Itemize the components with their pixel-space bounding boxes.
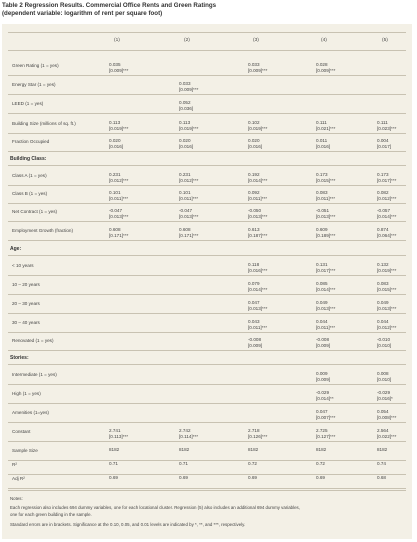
row-divider <box>8 441 406 442</box>
standard-error: [0.010] <box>377 343 392 348</box>
coefficient: 0.608 <box>179 227 191 232</box>
table-cell <box>377 227 396 239</box>
coefficient: 0.101 <box>179 190 191 195</box>
row-label: High (1 = yes) <box>12 391 41 396</box>
coefficient: 0.231 <box>179 172 191 177</box>
coefficient: 0.132 <box>377 262 389 267</box>
coefficient: 8182 <box>109 447 120 452</box>
table-cell <box>109 475 118 481</box>
row-label: R² <box>12 462 17 467</box>
row-label: Net Contract (1 = yes) <box>12 209 58 214</box>
table-cell <box>248 208 267 220</box>
coefficient: 0.092 <box>248 190 260 195</box>
standard-error: [0.017]*** <box>316 268 336 273</box>
coefficient: 0.085 <box>316 281 328 286</box>
section-divider <box>8 165 406 166</box>
standard-error: [0.014]*** <box>316 287 336 292</box>
coefficient: 0.020 <box>179 138 191 143</box>
coefficient: -0.029 <box>377 390 391 395</box>
coefficient: 0.079 <box>248 281 260 286</box>
coefficient: 2.564 <box>377 428 389 433</box>
coefficient: 2.725 <box>316 428 328 433</box>
row-divider <box>8 203 406 204</box>
standard-error: [0.014]*** <box>248 287 268 292</box>
standard-error: [0.009]*** <box>316 68 336 73</box>
table-cell <box>316 227 335 239</box>
row-divider <box>8 275 406 276</box>
table-cell <box>179 227 198 239</box>
section-heading: Stories: <box>10 355 29 361</box>
coefficient: 8182 <box>377 447 388 452</box>
coefficient: 0.020 <box>248 138 260 143</box>
standard-error: [0.016]*** <box>248 268 268 273</box>
row-divider <box>8 384 406 385</box>
table-cell <box>179 208 198 220</box>
table-cell <box>316 262 335 274</box>
coefficient: 0.047 <box>316 409 328 414</box>
standard-error: [0.016]* <box>377 396 393 401</box>
standard-error: [0.012]*** <box>377 196 397 201</box>
standard-error: [0.017]*** <box>377 178 397 183</box>
table-cell <box>316 172 335 184</box>
row-divider <box>8 403 406 404</box>
section-divider <box>8 364 406 365</box>
table-cell <box>248 300 267 312</box>
row-divider <box>8 75 406 76</box>
table-cell <box>377 300 396 312</box>
standard-error: [0.012]*** <box>377 325 397 330</box>
standard-error: [0.009]*** <box>109 68 129 73</box>
table-cell <box>377 172 396 184</box>
standard-error: [0.013]*** <box>377 306 397 311</box>
table-cell <box>248 319 267 331</box>
coefficient: 0.028 <box>316 62 328 67</box>
section-heading: Building Class: <box>10 156 47 162</box>
standard-error: [0.011]*** <box>248 325 268 330</box>
coefficient: -0.029 <box>316 390 330 395</box>
table-cell <box>248 120 267 132</box>
table-cell <box>109 138 123 150</box>
table-cell <box>248 475 257 481</box>
row-label: 30 – 40 years <box>12 320 40 325</box>
column-header-3: (3) <box>253 38 259 43</box>
table-cell <box>109 461 118 467</box>
table-cell <box>377 428 396 440</box>
coefficient: 0.044 <box>377 319 389 324</box>
row-divider <box>8 488 406 489</box>
row-divider <box>8 94 406 95</box>
coefficient: 0.608 <box>109 227 121 232</box>
coefficient: 0.113 <box>179 120 191 125</box>
row-label: 10 – 20 years <box>12 282 40 287</box>
regression-table <box>2 24 412 539</box>
table-cell <box>377 461 386 467</box>
table-cell <box>316 300 335 312</box>
coefficient: 8182 <box>316 447 327 452</box>
table-cell <box>316 337 330 349</box>
standard-error: [0.013]*** <box>109 214 129 219</box>
table-cell <box>377 337 391 349</box>
coefficient: 0.054 <box>377 409 389 414</box>
table-cell <box>248 281 267 293</box>
row-label: Amenities (1=yes) <box>12 410 49 415</box>
coefficient: 0.047 <box>248 300 260 305</box>
row-label: Sample Size <box>12 448 38 453</box>
standard-error: [0.009]*** <box>179 87 199 92</box>
standard-error: [0.014]** <box>316 396 334 401</box>
coefficient: 0.083 <box>377 281 389 286</box>
table-cell <box>248 461 257 467</box>
standard-error: [0.011]*** <box>316 196 336 201</box>
standard-error: [0.013]*** <box>179 214 199 219</box>
table-cell <box>179 138 193 150</box>
row-divider <box>8 460 406 461</box>
coefficient: 0.69 <box>109 475 118 480</box>
table-cell <box>109 227 128 239</box>
coefficient: 0.049 <box>316 300 328 305</box>
table-cell <box>316 371 330 383</box>
table-cell <box>179 81 198 93</box>
row-label: Energy Star (1 = yes) <box>12 82 56 87</box>
standard-error: [0.012]*** <box>109 178 129 183</box>
table-cell <box>248 138 262 150</box>
table-title-line2: (dependent variable: logarithm of rent per square foot) <box>2 10 163 17</box>
row-label: Intermediate (1 = yes) <box>12 372 57 377</box>
coefficient: 0.173 <box>377 172 389 177</box>
row-divider <box>8 350 406 351</box>
coefficient: 0.111 <box>316 120 327 125</box>
table-title <box>2 2 412 18</box>
table-cell <box>316 120 335 132</box>
table-cell <box>179 447 189 453</box>
coefficient: 0.192 <box>248 172 260 177</box>
standard-error: [0.015]*** <box>316 178 336 183</box>
note-line-3: Standard errors are in brackets. Significance at the 0.10, 0.05, and 0.01 levels are indicated by *, **, and ***, respectively. <box>10 522 246 527</box>
standard-error: [0.011]*** <box>109 196 129 201</box>
row-label: Class B (1 = yes) <box>12 191 48 196</box>
coefficient: 0.004 <box>377 138 389 143</box>
row-divider <box>8 422 406 423</box>
coefficient: 8182 <box>179 447 190 452</box>
row-label: < 10 years <box>12 263 34 268</box>
coefficient: 0.033 <box>179 81 191 86</box>
table-cell <box>316 475 325 481</box>
row-label: Building Size (millions of sq. ft.) <box>12 121 76 126</box>
coefficient: 0.101 <box>109 190 121 195</box>
notes-title: Notes: <box>10 496 23 501</box>
standard-error: [0.016] <box>109 144 124 149</box>
coefficient: 8182 <box>248 447 259 452</box>
section-divider <box>8 255 406 256</box>
table-cell <box>316 281 335 293</box>
table-cell <box>377 138 391 150</box>
coefficient: 0.020 <box>109 138 121 143</box>
table-cell <box>179 461 188 467</box>
coefficient: 0.71 <box>109 461 118 466</box>
table-cell <box>316 62 335 74</box>
standard-error: [0.127]*** <box>316 434 336 439</box>
standard-error: [0.113]*** <box>109 434 129 439</box>
standard-error: [0.171]*** <box>179 233 199 238</box>
coefficient: -0.047 <box>109 208 123 213</box>
coefficient: 0.083 <box>316 190 328 195</box>
coefficient: 0.72 <box>248 461 257 466</box>
row-divider <box>8 221 406 222</box>
table-title-line1: Table 2 Regression Results. Commercial Office Rents and Green Ratings <box>2 2 217 9</box>
standard-error: [0.022]*** <box>377 434 397 439</box>
coefficient: -0.008 <box>316 337 330 342</box>
coefficient: 0.113 <box>109 120 121 125</box>
coefficient: 0.043 <box>248 319 260 324</box>
table-cell <box>316 390 334 402</box>
coefficient: 0.609 <box>316 227 328 232</box>
row-divider <box>8 240 406 241</box>
row-label: Adj R² <box>12 476 25 481</box>
table-cell <box>179 475 188 481</box>
standard-error: [0.021]*** <box>316 126 336 131</box>
row-label: Constant <box>12 429 31 434</box>
table-rule <box>8 32 406 33</box>
table-cell <box>179 172 198 184</box>
table-cell <box>109 190 128 202</box>
row-label: Renovated (1 = yes) <box>12 338 54 343</box>
coefficient: 2.718 <box>248 428 260 433</box>
table-rule <box>8 490 406 491</box>
section-heading: Age: <box>10 246 22 252</box>
standard-error: [0.014]*** <box>248 178 268 183</box>
coefficient: -0.047 <box>179 208 193 213</box>
coefficient: 0.69 <box>179 475 188 480</box>
row-label: Green Rating (1 = yes) <box>12 63 59 68</box>
note-line-2: one for each green building in the sample. <box>10 512 92 517</box>
table-cell <box>377 409 396 421</box>
standard-error: [0.064]*** <box>377 233 397 238</box>
standard-error: [0.017] <box>377 144 392 149</box>
table-cell <box>248 172 267 184</box>
coefficient: 0.68 <box>377 475 386 480</box>
coefficient: 0.613 <box>248 227 260 232</box>
standard-error: [0.023]*** <box>377 126 397 131</box>
standard-error: [0.016] <box>179 144 194 149</box>
standard-error: [0.014]*** <box>377 214 397 219</box>
table-cell <box>377 208 396 220</box>
coefficient: 0.044 <box>316 319 328 324</box>
standard-error: [0.011]*** <box>179 196 199 201</box>
coefficient: 2.741 <box>109 428 121 433</box>
standard-error: [0.009] <box>248 343 263 348</box>
standard-error: [0.009]*** <box>248 68 268 73</box>
row-divider <box>8 151 406 152</box>
standard-error: [0.019]*** <box>377 268 397 273</box>
standard-error: [0.009] <box>316 343 331 348</box>
row-label: 20 – 30 years <box>12 301 40 306</box>
standard-error: [0.013]*** <box>316 214 336 219</box>
table-cell <box>377 371 391 383</box>
coefficient: 0.052 <box>179 100 191 105</box>
table-cell <box>377 120 396 132</box>
table-cell <box>377 319 396 331</box>
table-cell <box>179 100 193 112</box>
table-cell <box>316 428 335 440</box>
coefficient: 0.69 <box>248 475 257 480</box>
coefficient: -0.057 <box>377 208 391 213</box>
table-cell <box>248 428 267 440</box>
table-cell <box>377 281 396 293</box>
standard-error: [0.036] <box>179 106 194 111</box>
table-cell <box>377 262 396 274</box>
row-divider <box>8 313 406 314</box>
standard-error: [0.016] <box>248 144 263 149</box>
coefficient: 0.111 <box>377 120 388 125</box>
standard-error: [0.011]*** <box>316 325 336 330</box>
coefficient: -0.051 <box>316 208 330 213</box>
standard-error: [0.010] <box>377 377 392 382</box>
standard-error: [0.114]*** <box>179 434 199 439</box>
coefficient: 0.118 <box>248 262 260 267</box>
table-cell <box>377 447 387 453</box>
coefficient: 0.231 <box>109 172 121 177</box>
table-cell <box>377 390 393 402</box>
table-cell <box>179 120 198 132</box>
coefficient: 0.874 <box>377 227 389 232</box>
table-cell <box>109 428 128 440</box>
row-divider <box>8 133 406 134</box>
standard-error: [0.126]*** <box>248 434 268 439</box>
column-header-2: (2) <box>184 38 190 43</box>
note-line-1: Each regression also includes 694 dummy variables, one for each locational cluster. Regression (5) also includes an additional 694 dummy variables, <box>10 505 300 510</box>
table-cell <box>248 262 267 274</box>
table-rule <box>8 50 406 51</box>
coefficient: 0.131 <box>316 262 328 267</box>
standard-error: [0.008]*** <box>377 415 397 420</box>
table-cell <box>109 120 128 132</box>
table-cell <box>316 208 335 220</box>
table-cell <box>248 190 267 202</box>
table-cell <box>109 208 128 220</box>
coefficient: 0.74 <box>377 461 386 466</box>
row-label: LEED (1 = yes) <box>12 101 44 106</box>
table-cell <box>316 319 335 331</box>
standard-error: [0.013]*** <box>248 214 268 219</box>
coefficient: 0.082 <box>377 190 389 195</box>
row-label: Fraction Occupied <box>12 139 50 144</box>
table-cell <box>377 475 386 481</box>
coefficient: 0.033 <box>248 62 260 67</box>
coefficient: 0.008 <box>377 371 389 376</box>
coefficient: -0.008 <box>248 337 262 342</box>
row-divider <box>8 294 406 295</box>
standard-error: [0.013]*** <box>316 306 336 311</box>
table-cell <box>179 190 198 202</box>
row-divider <box>8 474 406 475</box>
coefficient: 0.011 <box>316 138 328 143</box>
table-cell <box>248 447 258 453</box>
table-cell <box>316 461 325 467</box>
standard-error: [0.019]*** <box>248 126 268 131</box>
standard-error: [0.009] <box>316 377 331 382</box>
standard-error: [0.016] <box>316 144 331 149</box>
table-cell <box>316 190 335 202</box>
standard-error: [0.015]*** <box>377 287 397 292</box>
standard-error: [0.011]*** <box>248 196 268 201</box>
row-divider <box>8 113 406 114</box>
table-cell <box>377 190 396 202</box>
coefficient: 0.71 <box>179 461 188 466</box>
table-cell <box>316 409 335 421</box>
standard-error: [0.189]*** <box>316 233 336 238</box>
standard-error: [0.007]*** <box>316 415 336 420</box>
coefficient: 0.102 <box>248 120 260 125</box>
table-cell <box>179 428 198 440</box>
coefficient: 0.72 <box>316 461 325 466</box>
coefficient: -0.010 <box>377 337 391 342</box>
table-cell <box>109 62 128 74</box>
standard-error: [0.171]*** <box>109 233 129 238</box>
column-header-1: (1) <box>114 38 120 43</box>
coefficient: 0.009 <box>316 371 328 376</box>
standard-error: [0.013]*** <box>248 306 268 311</box>
table-cell <box>316 447 326 453</box>
table-cell <box>109 447 119 453</box>
row-label: Class A (1 = yes) <box>12 173 47 178</box>
table-cell <box>316 138 330 150</box>
standard-error: [0.187]*** <box>248 233 268 238</box>
standard-error: [0.012]*** <box>179 178 199 183</box>
row-divider <box>8 185 406 186</box>
standard-error: [0.019]*** <box>109 126 129 131</box>
table-cell <box>109 172 128 184</box>
coefficient: 0.69 <box>316 475 325 480</box>
row-label: Employment Growth (fraction) <box>12 228 74 233</box>
table-cell <box>248 62 267 74</box>
coefficient: 0.049 <box>377 300 389 305</box>
table-cell <box>248 227 267 239</box>
coefficient: 0.035 <box>109 62 121 67</box>
coefficient: 0.173 <box>316 172 328 177</box>
table-cell <box>248 337 262 349</box>
standard-error: [0.019]*** <box>179 126 199 131</box>
column-header-5: (5) <box>382 38 388 43</box>
coefficient: -0.050 <box>248 208 262 213</box>
coefficient: 2.742 <box>179 428 191 433</box>
row-divider <box>8 332 406 333</box>
column-header-4: (4) <box>321 38 327 43</box>
